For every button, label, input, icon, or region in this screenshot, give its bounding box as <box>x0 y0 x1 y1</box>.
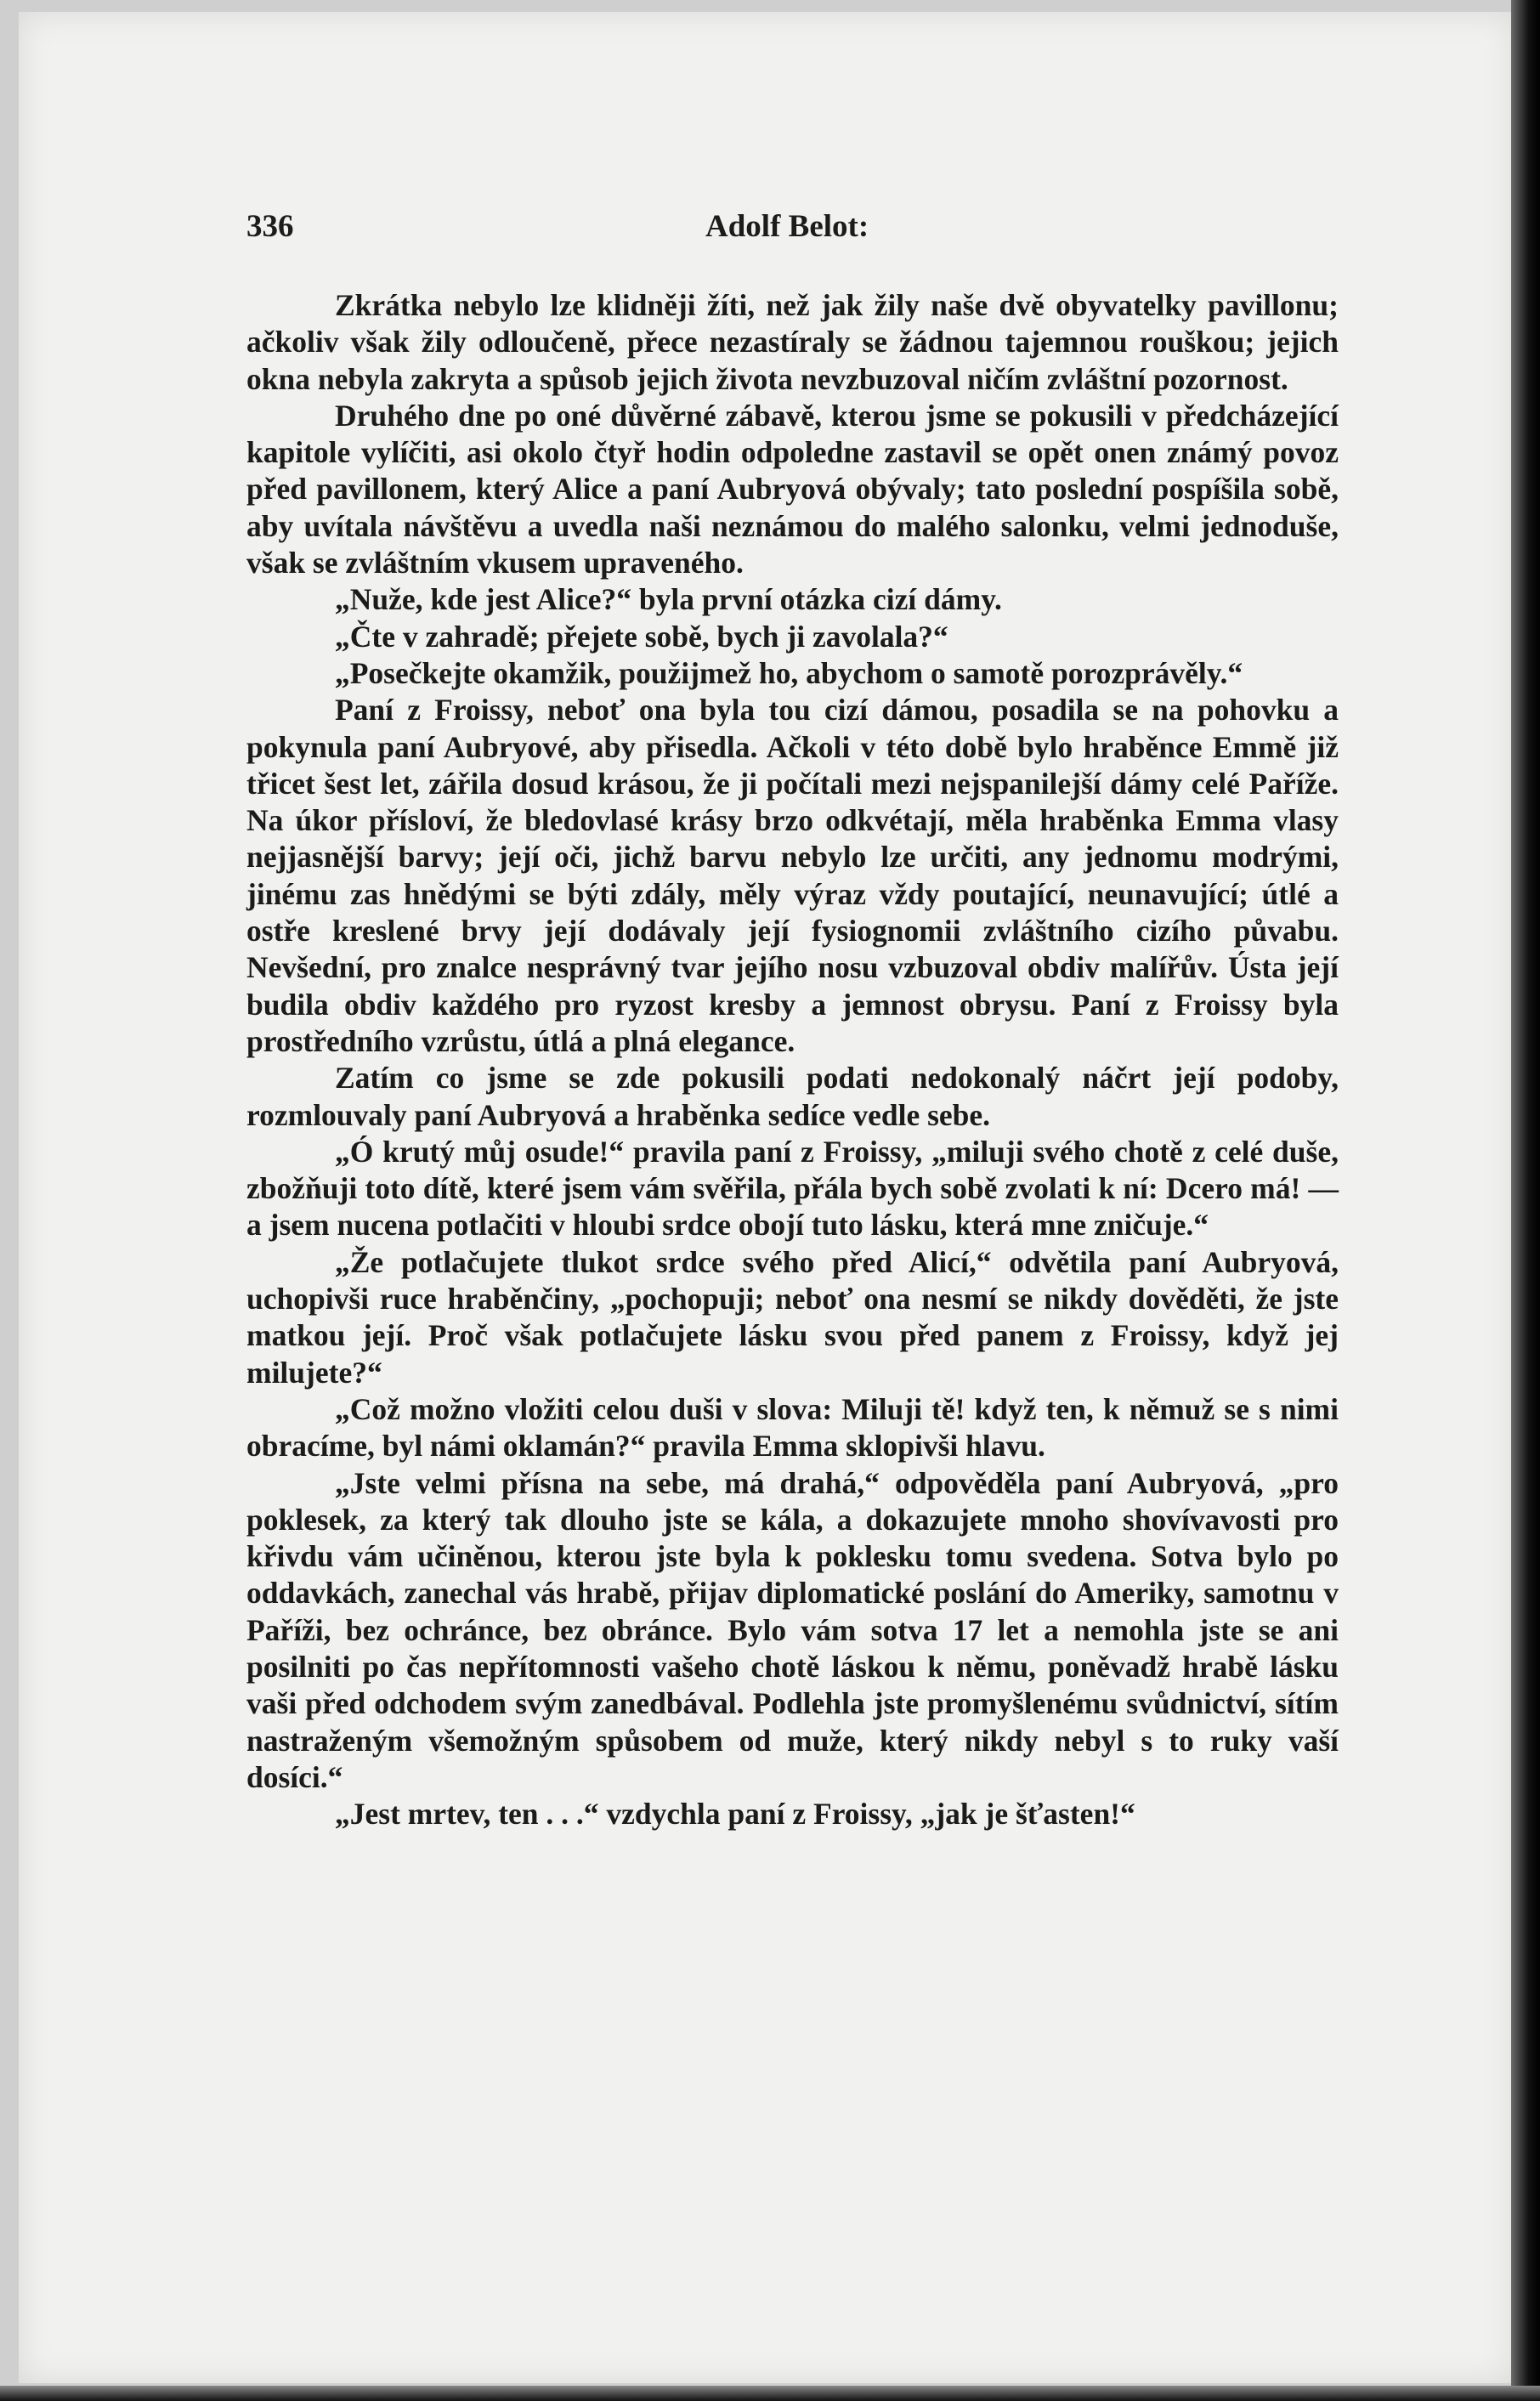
paragraph: „Že potlačujete tlukot srdce svého před Alicí,“ odvětila paní Aubryová, uchopivši ruce hraběnčiny, „pochopuji; neboť ona nesmí se nikdy dověděti, že jste matkou její. Proč však potlačujete lásku svou před panem z Froissy, když jej milujete?“ <box>246 1244 1339 1390</box>
paragraph: „Čte v zahradě; přejete sobě, bych ji zavolala?“ <box>335 619 948 654</box>
paragraph: „Posečkejte okamžik, použijmež ho, abychom o samotě porozprávěly.“ <box>335 655 1243 690</box>
paragraph: Druhého dne po oné důvěrné zábavě, kterou jsme se pokusili v předcházející kapitole vylíčiti, asi okolo čtyř hodin odpoledne zastavil se opět onen známý povoz před pavillonem, který Alice a paní Aubryová obývaly; tato poslední pospíšila sobě, aby uvítala návštěvu a uvedla naši neznámou do malého salonku, velmi jednoduše, však se zvláštním vkusem upraveného. <box>246 398 1339 580</box>
paragraph: „Jest mrtev, ten . . .“ vzdychla paní z Froissy, „jak je šťasten!“ <box>335 1797 1135 1832</box>
paragraph: „Nuže, kde jest Alice?“ byla první otázka cizí dámy. <box>335 582 1002 617</box>
running-title: Adolf Belot: <box>705 209 869 244</box>
paragraph: Paní z Froissy, neboť ona byla tou cizí dámou, posadila se na pohovku a pokynula paní Aubryové, aby přisedla. Ačkoli v této době bylo hraběnce Emmě již třicet šest let, zářila dosud krásou, že ji počítali mezi nejspanilejší dámy celé Paříže. Na úkor přísloví, že bledovlasé krásy brzo odkvétají, měla hraběnka Emma vlasy nejjasnější barvy; její oči, jichž barvu nebylo lze určiti, any jednomu modrými, jinému zas hnědými se býti zdály, měly výraz vždy poutající, neunavující; útlé a ostře kreslené brvy její dodávaly její fysiognomii zvláštního cizího půvabu. Nevšední, pro znalce nesprávný tvar jejího nosu vzbuzoval obdiv malířův. Ústa její budila obdiv každého pro ryzost kresby a jemnost obrysu. Paní z Froissy byla prostředního vzrůstu, útlá a plná elegance. <box>246 693 1339 1058</box>
page-header <box>246 208 1343 251</box>
paragraph: Zkrátka nebylo lze klidněji žíti, než jak žily naše dvě obyvatelky pavillonu; ačkoliv však žily odloučeně, přece nezastíraly se žádnou tajemnou rouškou; jejich okna nebyla zakryta a spůsob jejich života nevzbuzoval ničím zvláštní pozornost. <box>246 288 1339 396</box>
paragraph: „Jste velmi přísna na sebe, má drahá,“ odpověděla paní Aubryová, „pro poklesek, za který tak dlouho jste se kála, a dokazujete mnoho shovívavosti pro křivdu vám učiněnou, kterou jste byla k poklesku tomu svedena. Sotva bylo po oddavkách, zanechal vás hrabě, přijav diplomatické poslání do Ameriky, samotnu v Paříži, bez ochránce, bez obránce. Bylo vám sotva 17 let a nemohla jste se ani posilniti po čas nepřítomnosti vašeho chotě láskou k němu, poněvadž hrabě lásku vaši před odchodem svým zanedbával. Podlehla jste promyšlenému svůdnictví, sítím nastraženým všemožným spůsobem od muže, který nikdy nebyl s to ruky vaší dosíci.“ <box>246 1465 1339 1794</box>
paragraph: „Ó krutý můj osude!“ pravila paní z Froissy, „miluji svého chotě z celé duše, zbožňuji toto dítě, které jsem vám svěřila, přála bych sobě zvolati k ní: Dcero má! — a jsem nucena potlačiti v hloubi srdce obojí tuto lásku, která mne zničuje.“ <box>246 1134 1339 1243</box>
book-binding-edge <box>1511 0 1540 2401</box>
paragraph: „Což možno vložiti celou duši v slova: Miluji tě! když ten, k němuž se s nimi obracíme, byl námi oklamán?“ pravila Emma sklopivši hlavu. <box>246 1391 1339 1464</box>
page-number: 336 <box>246 209 294 244</box>
body-text <box>246 287 1339 1832</box>
scan-bottom-edge <box>0 2386 1540 2401</box>
paragraph: Zatím co jsme se zde pokusili podati nedokonalý náčrt její podoby, rozmlouvaly paní Aubryová a hraběnka sedíce vedle sebe. <box>246 1061 1339 1132</box>
